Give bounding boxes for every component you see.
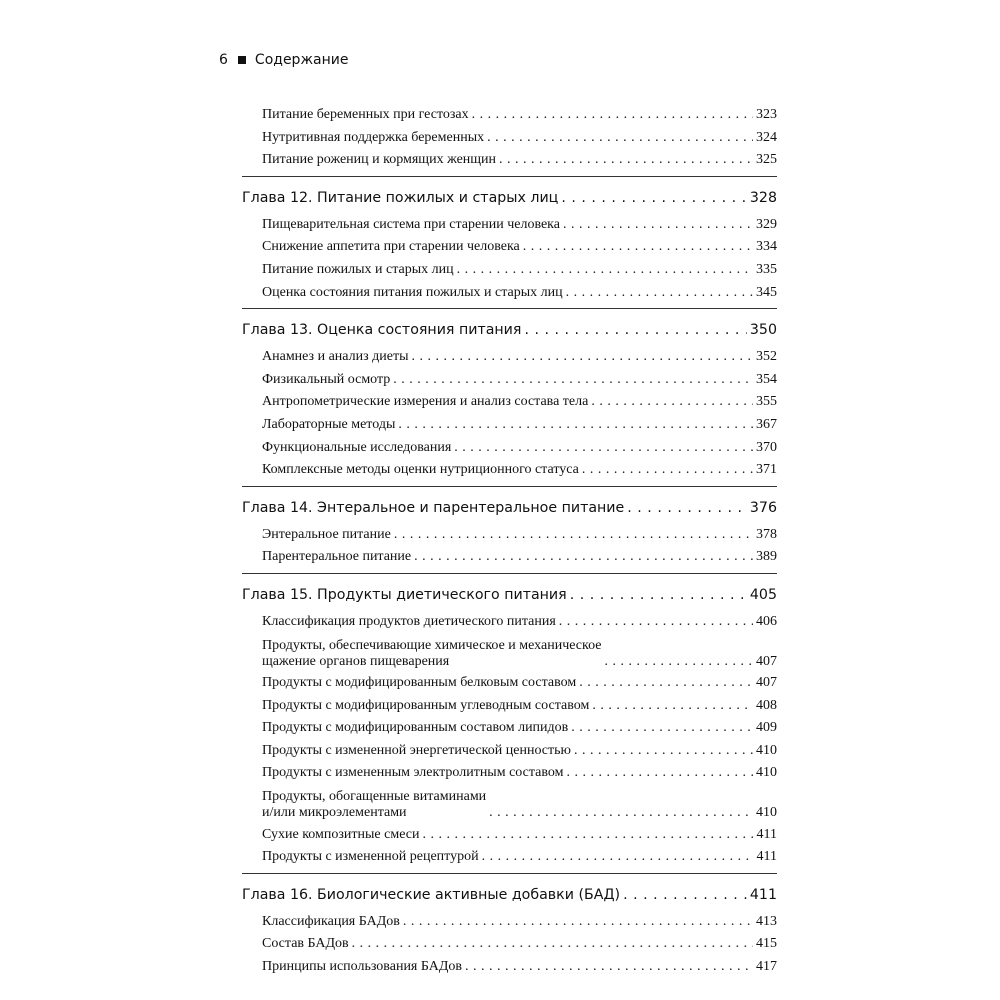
running-header (219, 52, 349, 68)
toc-entry-title: Лабораторные методы (262, 416, 396, 432)
chapter-title: Глава 13. Оценка состояния питания (242, 322, 522, 339)
chapter-title: Глава 12. Питание пожилых и старых лиц (242, 189, 559, 206)
toc-entry-page: 413 (756, 913, 777, 929)
dot-leader (394, 524, 753, 547)
dot-leader (393, 369, 753, 392)
toc-entry-page: 408 (756, 697, 777, 713)
toc-entry-title: Продукты с модифицированным составом липидов (262, 720, 569, 736)
toc-entry-title: Анамнез и анализ диеты (262, 349, 409, 365)
toc-entry-title: Принципы использования БАДов (262, 959, 462, 975)
dot-leader (574, 740, 753, 763)
toc-entry[interactable] (242, 104, 777, 127)
toc-entry-title: Продукты с измененной рецептурой (262, 849, 479, 865)
dot-leader (422, 824, 753, 847)
chapter-title: Глава 15. Продукты диетического питания (242, 586, 567, 603)
dot-leader (465, 956, 753, 979)
toc-entry-page: 323 (756, 107, 777, 122)
dot-leader (472, 104, 753, 127)
dot-leader (398, 414, 753, 437)
dot-leader (605, 654, 754, 670)
toc-entry[interactable] (242, 717, 777, 740)
dot-leader (403, 911, 753, 934)
chapter-page: 350 (749, 322, 777, 339)
toc-entry-title (262, 789, 486, 821)
toc-entry-title: Питание беременных при гестозах (262, 107, 469, 122)
toc-entry[interactable] (242, 785, 777, 824)
toc-entry-page: 335 (756, 261, 777, 277)
toc-entry[interactable] (242, 740, 777, 763)
toc-entry[interactable] (242, 956, 777, 979)
toc-entry-page: 410 (756, 805, 777, 821)
toc-entry-page: 329 (756, 216, 777, 232)
toc-entry-title: Пищеварительная система при старении человека (262, 216, 560, 232)
toc-entry[interactable] (242, 214, 777, 237)
toc-entry-page: 410 (756, 742, 777, 758)
dot-leader (559, 611, 753, 634)
toc-entry-title-line2: и/или микроэлементами (262, 805, 407, 821)
chapter-section (242, 873, 777, 979)
toc-entry-title: Продукты с измененной энергетической ценностью (262, 742, 571, 758)
chapter-page: 328 (749, 189, 777, 206)
toc-entry-page: 324 (756, 129, 777, 145)
toc-entry-page: 378 (756, 526, 777, 542)
toc-entry-page: 411 (756, 849, 777, 865)
chapter-section (242, 176, 777, 304)
square-bullet-icon (238, 56, 246, 64)
dot-leader (482, 846, 754, 869)
toc-entry[interactable] (242, 437, 777, 460)
toc-entry[interactable] (242, 933, 777, 956)
chapter-heading[interactable] (242, 879, 777, 911)
toc-entry-title: Антропометрические измерения и анализ состава тела (262, 394, 589, 410)
chapter-page: 405 (749, 586, 777, 603)
toc-entry-title: Продукты с измененным электролитным составом (262, 765, 564, 781)
dot-leader (454, 437, 753, 460)
dot-leader (566, 762, 753, 785)
toc-entry-page: 325 (756, 152, 777, 168)
toc-entry-title: Питание пожилых и старых лиц (262, 261, 454, 277)
toc-entry[interactable] (242, 149, 777, 172)
toc-entry-page: 407 (756, 653, 777, 669)
dot-leader (414, 546, 753, 569)
toc-entry[interactable] (242, 369, 777, 392)
toc-entry[interactable] (242, 127, 777, 150)
toc-entry[interactable] (242, 634, 777, 673)
chapter-heading[interactable] (242, 314, 777, 346)
toc-entry-page: 417 (756, 959, 777, 975)
toc-entry-page: 371 (756, 462, 777, 478)
toc-entry-page: 410 (756, 765, 777, 781)
toc-entry-page: 409 (756, 720, 777, 736)
toc-entry-page: 370 (756, 439, 777, 455)
toc-entry-title: Энтеральное питание (262, 526, 391, 542)
dot-leader (591, 391, 753, 414)
toc-entry[interactable] (242, 762, 777, 785)
dot-leader (566, 282, 753, 305)
toc-entry-title-line1: Продукты, обогащенные витаминами (262, 789, 487, 805)
table-of-contents (242, 104, 777, 979)
chapter-section (242, 486, 777, 569)
dot-leader (582, 459, 753, 482)
dot-leader (623, 879, 747, 911)
toc-entry-title-line2: щажение органов пищеварения (262, 653, 450, 669)
toc-entry[interactable] (242, 846, 777, 869)
toc-entry[interactable] (242, 695, 777, 718)
toc-entry-title: Комплексные методы оценки нутриционного статуса (262, 462, 579, 478)
toc-entry[interactable] (242, 282, 777, 305)
chapter-page: 411 (749, 886, 777, 903)
toc-entry-title: Питание рожениц и кормящих женщин (262, 152, 497, 168)
toc-entry-page: 354 (756, 371, 777, 387)
toc-entry-title: Классификация продуктов диетического питания (262, 613, 556, 629)
dot-leader (571, 717, 753, 740)
toc-entry[interactable] (242, 911, 777, 934)
toc-entry-page: 334 (756, 239, 777, 255)
dot-leader (579, 672, 753, 695)
dot-leader (499, 149, 753, 172)
toc-entry[interactable] (242, 391, 777, 414)
toc-entry[interactable] (242, 546, 777, 569)
dot-leader (411, 346, 753, 369)
toc-entry-title-line1: Продукты, обеспечивающие химическое и механическое (262, 637, 602, 653)
toc-entry[interactable] (242, 459, 777, 482)
toc-entry-title: Оценка состояния питания пожилых и старых лиц (262, 284, 563, 300)
chapter-title: Глава 14. Энтеральное и парентеральное питание (242, 499, 625, 516)
dot-leader (489, 805, 753, 821)
toc-entry[interactable] (242, 672, 777, 695)
dot-leader (487, 127, 753, 150)
toc-entry-title: Продукты с модифицированным углеводным составом (262, 697, 590, 713)
dot-leader (352, 933, 753, 956)
toc-entry[interactable] (242, 611, 777, 634)
section-title: Содержание (254, 52, 349, 68)
toc-entry-page: 406 (756, 613, 777, 629)
toc-entry-page: 367 (756, 416, 777, 432)
toc-entry-title: Физикальный осмотр (262, 371, 391, 387)
toc-entry-title: Снижение аппетита при старении человека (262, 239, 520, 255)
toc-entry-title: Состав БАДов (262, 936, 349, 952)
toc-entry-title: Функциональные исследования (262, 439, 452, 455)
dot-leader (627, 492, 747, 524)
dot-leader (457, 259, 753, 282)
dot-leader (570, 579, 747, 611)
toc-entry-title: Продукты с модифицированным белковым составом (262, 675, 577, 691)
toc-entry-title (262, 638, 602, 670)
page-number: 6 (219, 52, 228, 68)
toc-entry[interactable] (242, 259, 777, 282)
chapter-title: Глава 16. Биологические активные добавки (БАД) (242, 886, 621, 903)
toc-entry-title: Парентеральное питание (262, 549, 412, 565)
toc-entry-page: 415 (756, 936, 777, 952)
toc-entry-page: 352 (756, 349, 777, 365)
dot-leader (524, 314, 746, 346)
toc-entry-page: 411 (756, 826, 777, 842)
toc-entry-page: 345 (756, 284, 777, 300)
toc-entry[interactable] (242, 236, 777, 259)
toc-entry-title: Сухие композитные смеси (262, 826, 420, 842)
toc-entry-page: 389 (756, 549, 777, 565)
toc-entry-page: 407 (756, 675, 777, 691)
chapter-heading[interactable] (242, 492, 777, 524)
dot-leader (523, 236, 753, 259)
toc-entry[interactable] (242, 346, 777, 369)
chapter-page: 376 (749, 499, 777, 516)
chapter-heading[interactable] (242, 579, 777, 611)
chapter-heading[interactable] (242, 182, 777, 214)
toc-entry[interactable] (242, 824, 777, 847)
toc-entry-title: Классификация БАДов (262, 913, 400, 929)
dot-leader (563, 214, 753, 237)
dot-leader (592, 695, 753, 718)
dot-leader (561, 182, 747, 214)
toc-entry-title: Нутритивная поддержка беременных (262, 129, 485, 145)
chapter-section (242, 308, 777, 482)
toc-entry[interactable] (242, 414, 777, 437)
chapter-section (242, 573, 777, 869)
toc-entry[interactable] (242, 524, 777, 547)
toc-entry-page: 355 (756, 394, 777, 410)
